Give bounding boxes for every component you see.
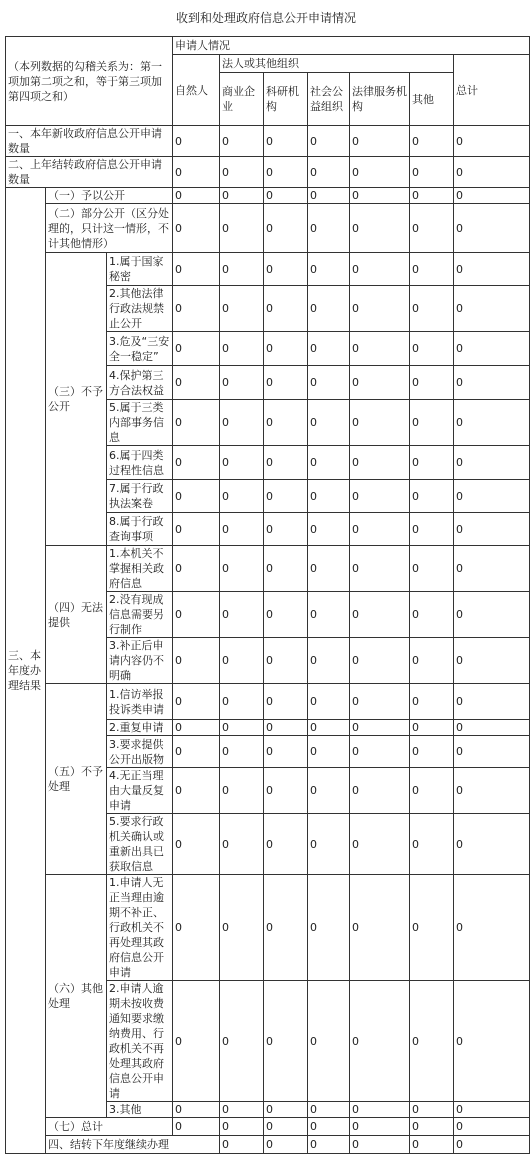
row-label: 2.其他法律行政法规禁止公开 — [107, 286, 173, 332]
value-cell: 0 — [350, 366, 410, 400]
value-cell: 0 — [308, 736, 350, 768]
header-other: 其他 — [410, 73, 454, 126]
header-legal-service: 法律服务机构 — [350, 73, 410, 126]
value-cell: 0 — [173, 480, 220, 513]
header-legal-group: 法人或其他组织 — [220, 55, 454, 73]
value-cell: 0 — [264, 126, 308, 157]
value-cell: 0 — [220, 768, 264, 814]
value-cell: 0 — [454, 684, 530, 720]
value-cell: 0 — [173, 286, 220, 332]
value-cell: 0 — [410, 286, 454, 332]
value-cell: 0 — [173, 736, 220, 768]
value-cell: 0 — [264, 736, 308, 768]
header-public-welfare: 社会公益组织 — [308, 73, 350, 126]
row-label: 8.属于行政查询事项 — [107, 513, 173, 546]
value-cell: 0 — [220, 446, 264, 480]
value-cell: 0 — [308, 1136, 350, 1154]
value-cell: 0 — [410, 480, 454, 513]
value-cell: 0 — [308, 332, 350, 366]
value-cell: 0 — [454, 157, 530, 188]
row-label: 1.信访举报投诉类申请 — [107, 684, 173, 720]
value-cell: 0 — [220, 684, 264, 720]
value-cell: 0 — [350, 720, 410, 736]
value-cell: 0 — [173, 513, 220, 546]
value-cell: 0 — [264, 1102, 308, 1118]
value-cell: 0 — [308, 366, 350, 400]
value-cell: 0 — [308, 684, 350, 720]
table-row — [6, 253, 530, 286]
value-cell: 0 — [350, 400, 410, 446]
value-cell: 0 — [220, 204, 264, 253]
value-cell: 0 — [350, 736, 410, 768]
value-cell: 0 — [220, 638, 264, 684]
value-cell: 0 — [220, 157, 264, 188]
header-natural-person: 自然人 — [173, 55, 220, 126]
value-cell: 0 — [410, 332, 454, 366]
value-cell: 0 — [410, 1136, 454, 1154]
value-cell: 0 — [350, 684, 410, 720]
table-title: 收到和处理政府信息公开申请情况 — [175, 11, 356, 25]
table-row — [6, 126, 530, 157]
value-cell: 0 — [410, 1118, 454, 1136]
value-cell: 0 — [410, 126, 454, 157]
value-cell: 0 — [308, 546, 350, 592]
value-cell: 0 — [264, 720, 308, 736]
row-label: 1.申请人无正当理由逾期不补正、行政机关不再处理其政府信息公开申请 — [107, 875, 173, 981]
value-cell: 0 — [410, 446, 454, 480]
value-cell: 0 — [350, 981, 410, 1102]
value-cell: 0 — [454, 480, 530, 513]
value-cell: 0 — [173, 188, 220, 204]
value-cell: 0 — [173, 1102, 220, 1118]
value-cell: 0 — [173, 592, 220, 638]
value-cell: 0 — [173, 684, 220, 720]
value-cell: 0 — [454, 204, 530, 253]
value-cell: 0 — [173, 768, 220, 814]
value-cell: 0 — [350, 157, 410, 188]
value-cell: 0 — [454, 446, 530, 480]
value-cell: 0 — [454, 400, 530, 446]
row-label: 7.属于行政执法案卷 — [107, 480, 173, 513]
value-cell: 0 — [220, 546, 264, 592]
value-cell: 0 — [410, 204, 454, 253]
value-cell: 0 — [308, 720, 350, 736]
header-total: 总计 — [454, 55, 530, 126]
table-row — [6, 188, 530, 204]
value-cell: 0 — [220, 253, 264, 286]
value-cell: 0 — [220, 1118, 264, 1136]
value-cell: 0 — [173, 446, 220, 480]
value-cell: 0 — [350, 188, 410, 204]
value-cell: 0 — [454, 188, 530, 204]
header-commercial: 商业企业 — [220, 73, 264, 126]
value-cell: 0 — [220, 592, 264, 638]
value-cell: 0 — [173, 720, 220, 736]
value-cell: 0 — [308, 204, 350, 253]
value-cell: 0 — [410, 684, 454, 720]
value-cell: 0 — [350, 204, 410, 253]
value-cell: 0 — [264, 157, 308, 188]
value-cell: 0 — [264, 188, 308, 204]
value-cell: 0 — [264, 446, 308, 480]
value-cell: 0 — [454, 546, 530, 592]
value-cell: 0 — [173, 253, 220, 286]
value-cell: 0 — [220, 126, 264, 157]
value-cell: 0 — [173, 366, 220, 400]
value-cell: 0 — [308, 513, 350, 546]
row-label: 四、结转下年度继续办理 — [46, 1136, 220, 1154]
value-cell: 0 — [173, 814, 220, 875]
value-cell: 0 — [264, 638, 308, 684]
value-cell: 0 — [454, 366, 530, 400]
value-cell: 0 — [264, 592, 308, 638]
value-cell: 0 — [454, 592, 530, 638]
value-cell: 0 — [410, 875, 454, 981]
row-label: 5.要求行政机关确认或重新出具已获取信息 — [107, 814, 173, 875]
value-cell: 0 — [308, 446, 350, 480]
row-label: 二、上年结转政府信息公开申请数量 — [6, 157, 173, 188]
row-label: 4.保护第三方合法权益 — [107, 366, 173, 400]
value-cell: 0 — [264, 253, 308, 286]
row-label: 1.属于国家秘密 — [107, 253, 173, 286]
value-cell: 0 — [308, 126, 350, 157]
value-cell: 0 — [350, 592, 410, 638]
value-cell: 0 — [173, 875, 220, 981]
value-cell: 0 — [410, 188, 454, 204]
row-label: 3.危及“三安全一稳定” — [107, 332, 173, 366]
value-cell: 0 — [308, 981, 350, 1102]
table-row — [6, 1118, 530, 1136]
value-cell: 0 — [350, 638, 410, 684]
value-cell: 0 — [350, 126, 410, 157]
value-cell: 0 — [454, 1136, 530, 1154]
value-cell: 0 — [350, 513, 410, 546]
value-cell: 0 — [308, 480, 350, 513]
value-cell: 0 — [350, 332, 410, 366]
value-cell: 0 — [220, 1136, 264, 1154]
value-cell: 0 — [308, 592, 350, 638]
value-cell: 0 — [350, 1118, 410, 1136]
value-cell: 0 — [173, 981, 220, 1102]
value-cell: 0 — [220, 875, 264, 981]
table-row — [6, 875, 530, 981]
value-cell: 0 — [308, 188, 350, 204]
header-note: （本列数据的勾稽关系为：第一项加第二项之和，等于第三项加第四项之和） — [6, 37, 173, 126]
value-cell: 0 — [220, 188, 264, 204]
value-cell: 0 — [220, 814, 264, 875]
value-cell: 0 — [308, 253, 350, 286]
value-cell: 0 — [454, 332, 530, 366]
value-cell: 0 — [308, 875, 350, 981]
value-cell: 0 — [264, 480, 308, 513]
value-cell: 0 — [454, 513, 530, 546]
value-cell: 0 — [264, 814, 308, 875]
value-cell: 0 — [454, 875, 530, 981]
value-cell: 0 — [220, 366, 264, 400]
value-cell: 0 — [264, 513, 308, 546]
value-cell: 0 — [410, 592, 454, 638]
table-row — [6, 1136, 530, 1154]
row-label: 1.本机关不掌握相关政府信息 — [107, 546, 173, 592]
section-label: 三、本年度办理结果 — [6, 188, 46, 1154]
value-cell: 0 — [264, 684, 308, 720]
value-cell: 0 — [173, 332, 220, 366]
value-cell: 0 — [308, 768, 350, 814]
value-cell: 0 — [410, 736, 454, 768]
value-cell: 0 — [350, 1102, 410, 1118]
row-label: 2.没有现成信息需要另行制作 — [107, 592, 173, 638]
value-cell: 0 — [454, 1102, 530, 1118]
row-label: （二）部分公开（区分处理的，只计这一情形，不计其他情形） — [46, 204, 173, 253]
value-cell: 0 — [410, 720, 454, 736]
value-cell: 0 — [350, 546, 410, 592]
value-cell: 0 — [454, 814, 530, 875]
value-cell: 0 — [264, 1118, 308, 1136]
value-cell: 0 — [454, 720, 530, 736]
value-cell: 0 — [264, 1136, 308, 1154]
value-cell: 0 — [350, 253, 410, 286]
value-cell: 0 — [308, 638, 350, 684]
header-research: 科研机构 — [264, 73, 308, 126]
value-cell: 0 — [264, 875, 308, 981]
row-label: 3.要求提供公开出版物 — [107, 736, 173, 768]
value-cell: 0 — [264, 981, 308, 1102]
value-cell: 0 — [220, 480, 264, 513]
value-cell: 0 — [220, 736, 264, 768]
value-cell: 0 — [454, 126, 530, 157]
value-cell: 0 — [173, 204, 220, 253]
value-cell: 0 — [350, 875, 410, 981]
value-cell: 0 — [220, 400, 264, 446]
value-cell: 0 — [454, 1118, 530, 1136]
disclosure-table — [5, 36, 530, 1154]
value-cell: 0 — [264, 332, 308, 366]
group-label: （五）不予处理 — [46, 684, 107, 875]
value-cell: 0 — [454, 286, 530, 332]
value-cell: 0 — [308, 286, 350, 332]
row-label: 4.无正当理由大量反复申请 — [107, 768, 173, 814]
row-label: （七）总计 — [46, 1118, 173, 1136]
value-cell: 0 — [264, 546, 308, 592]
value-cell: 0 — [220, 1102, 264, 1118]
table-row — [6, 204, 530, 253]
value-cell: 0 — [173, 546, 220, 592]
value-cell: 0 — [350, 814, 410, 875]
value-cell: 0 — [173, 126, 220, 157]
row-label: 3.补正后申请内容仍不明确 — [107, 638, 173, 684]
value-cell: 0 — [410, 981, 454, 1102]
value-cell: 0 — [454, 736, 530, 768]
value-cell: 0 — [264, 768, 308, 814]
value-cell: 0 — [350, 1136, 410, 1154]
table-row — [6, 684, 530, 720]
value-cell: 0 — [454, 768, 530, 814]
value-cell: 0 — [308, 814, 350, 875]
value-cell: 0 — [410, 400, 454, 446]
value-cell: 0 — [350, 768, 410, 814]
group-label: （四）无法提供 — [46, 546, 107, 684]
value-cell: 0 — [454, 253, 530, 286]
row-label: 2.重复申请 — [107, 720, 173, 736]
header-applicant-info: 申请人情况 — [173, 37, 530, 55]
value-cell: 0 — [308, 400, 350, 446]
value-cell: 0 — [410, 638, 454, 684]
value-cell: 0 — [264, 204, 308, 253]
value-cell: 0 — [350, 480, 410, 513]
value-cell: 0 — [173, 400, 220, 446]
value-cell: 0 — [410, 1102, 454, 1118]
value-cell: 0 — [308, 157, 350, 188]
value-cell: 0 — [350, 286, 410, 332]
value-cell: 0 — [410, 768, 454, 814]
value-cell: 0 — [454, 638, 530, 684]
value-cell: 0 — [220, 513, 264, 546]
value-cell: 0 — [410, 366, 454, 400]
row-label: 2.申请人逾期未按收费通知要求缴纳费用、行政机关不再处理其政府信息公开申请 — [107, 981, 173, 1102]
value-cell: 0 — [410, 546, 454, 592]
value-cell: 0 — [308, 1118, 350, 1136]
value-cell: 0 — [410, 814, 454, 875]
group-label: （三）不予公开 — [46, 253, 107, 546]
row-label: （一）予以公开 — [46, 188, 173, 204]
table-row — [6, 157, 530, 188]
value-cell: 0 — [264, 400, 308, 446]
value-cell: 0 — [264, 286, 308, 332]
table-row — [6, 546, 530, 592]
value-cell: 0 — [173, 638, 220, 684]
value-cell: 0 — [454, 981, 530, 1102]
row-label: 3.其他 — [107, 1102, 173, 1118]
group-label: （六）其他处理 — [46, 875, 107, 1118]
value-cell: 0 — [173, 157, 220, 188]
row-label: 5.属于三类内部事务信息 — [107, 400, 173, 446]
row-label: 6.属于四类过程性信息 — [107, 446, 173, 480]
value-cell: 0 — [220, 981, 264, 1102]
value-cell: 0 — [173, 1118, 220, 1136]
row-label: 一、本年新收政府信息公开申请数量 — [6, 126, 173, 157]
value-cell: 0 — [410, 253, 454, 286]
value-cell: 0 — [350, 446, 410, 480]
value-cell: 0 — [220, 332, 264, 366]
value-cell: 0 — [410, 157, 454, 188]
value-cell: 0 — [264, 366, 308, 400]
value-cell: 0 — [308, 1102, 350, 1118]
value-cell: 0 — [220, 286, 264, 332]
value-cell: 0 — [410, 513, 454, 546]
value-cell: 0 — [220, 720, 264, 736]
